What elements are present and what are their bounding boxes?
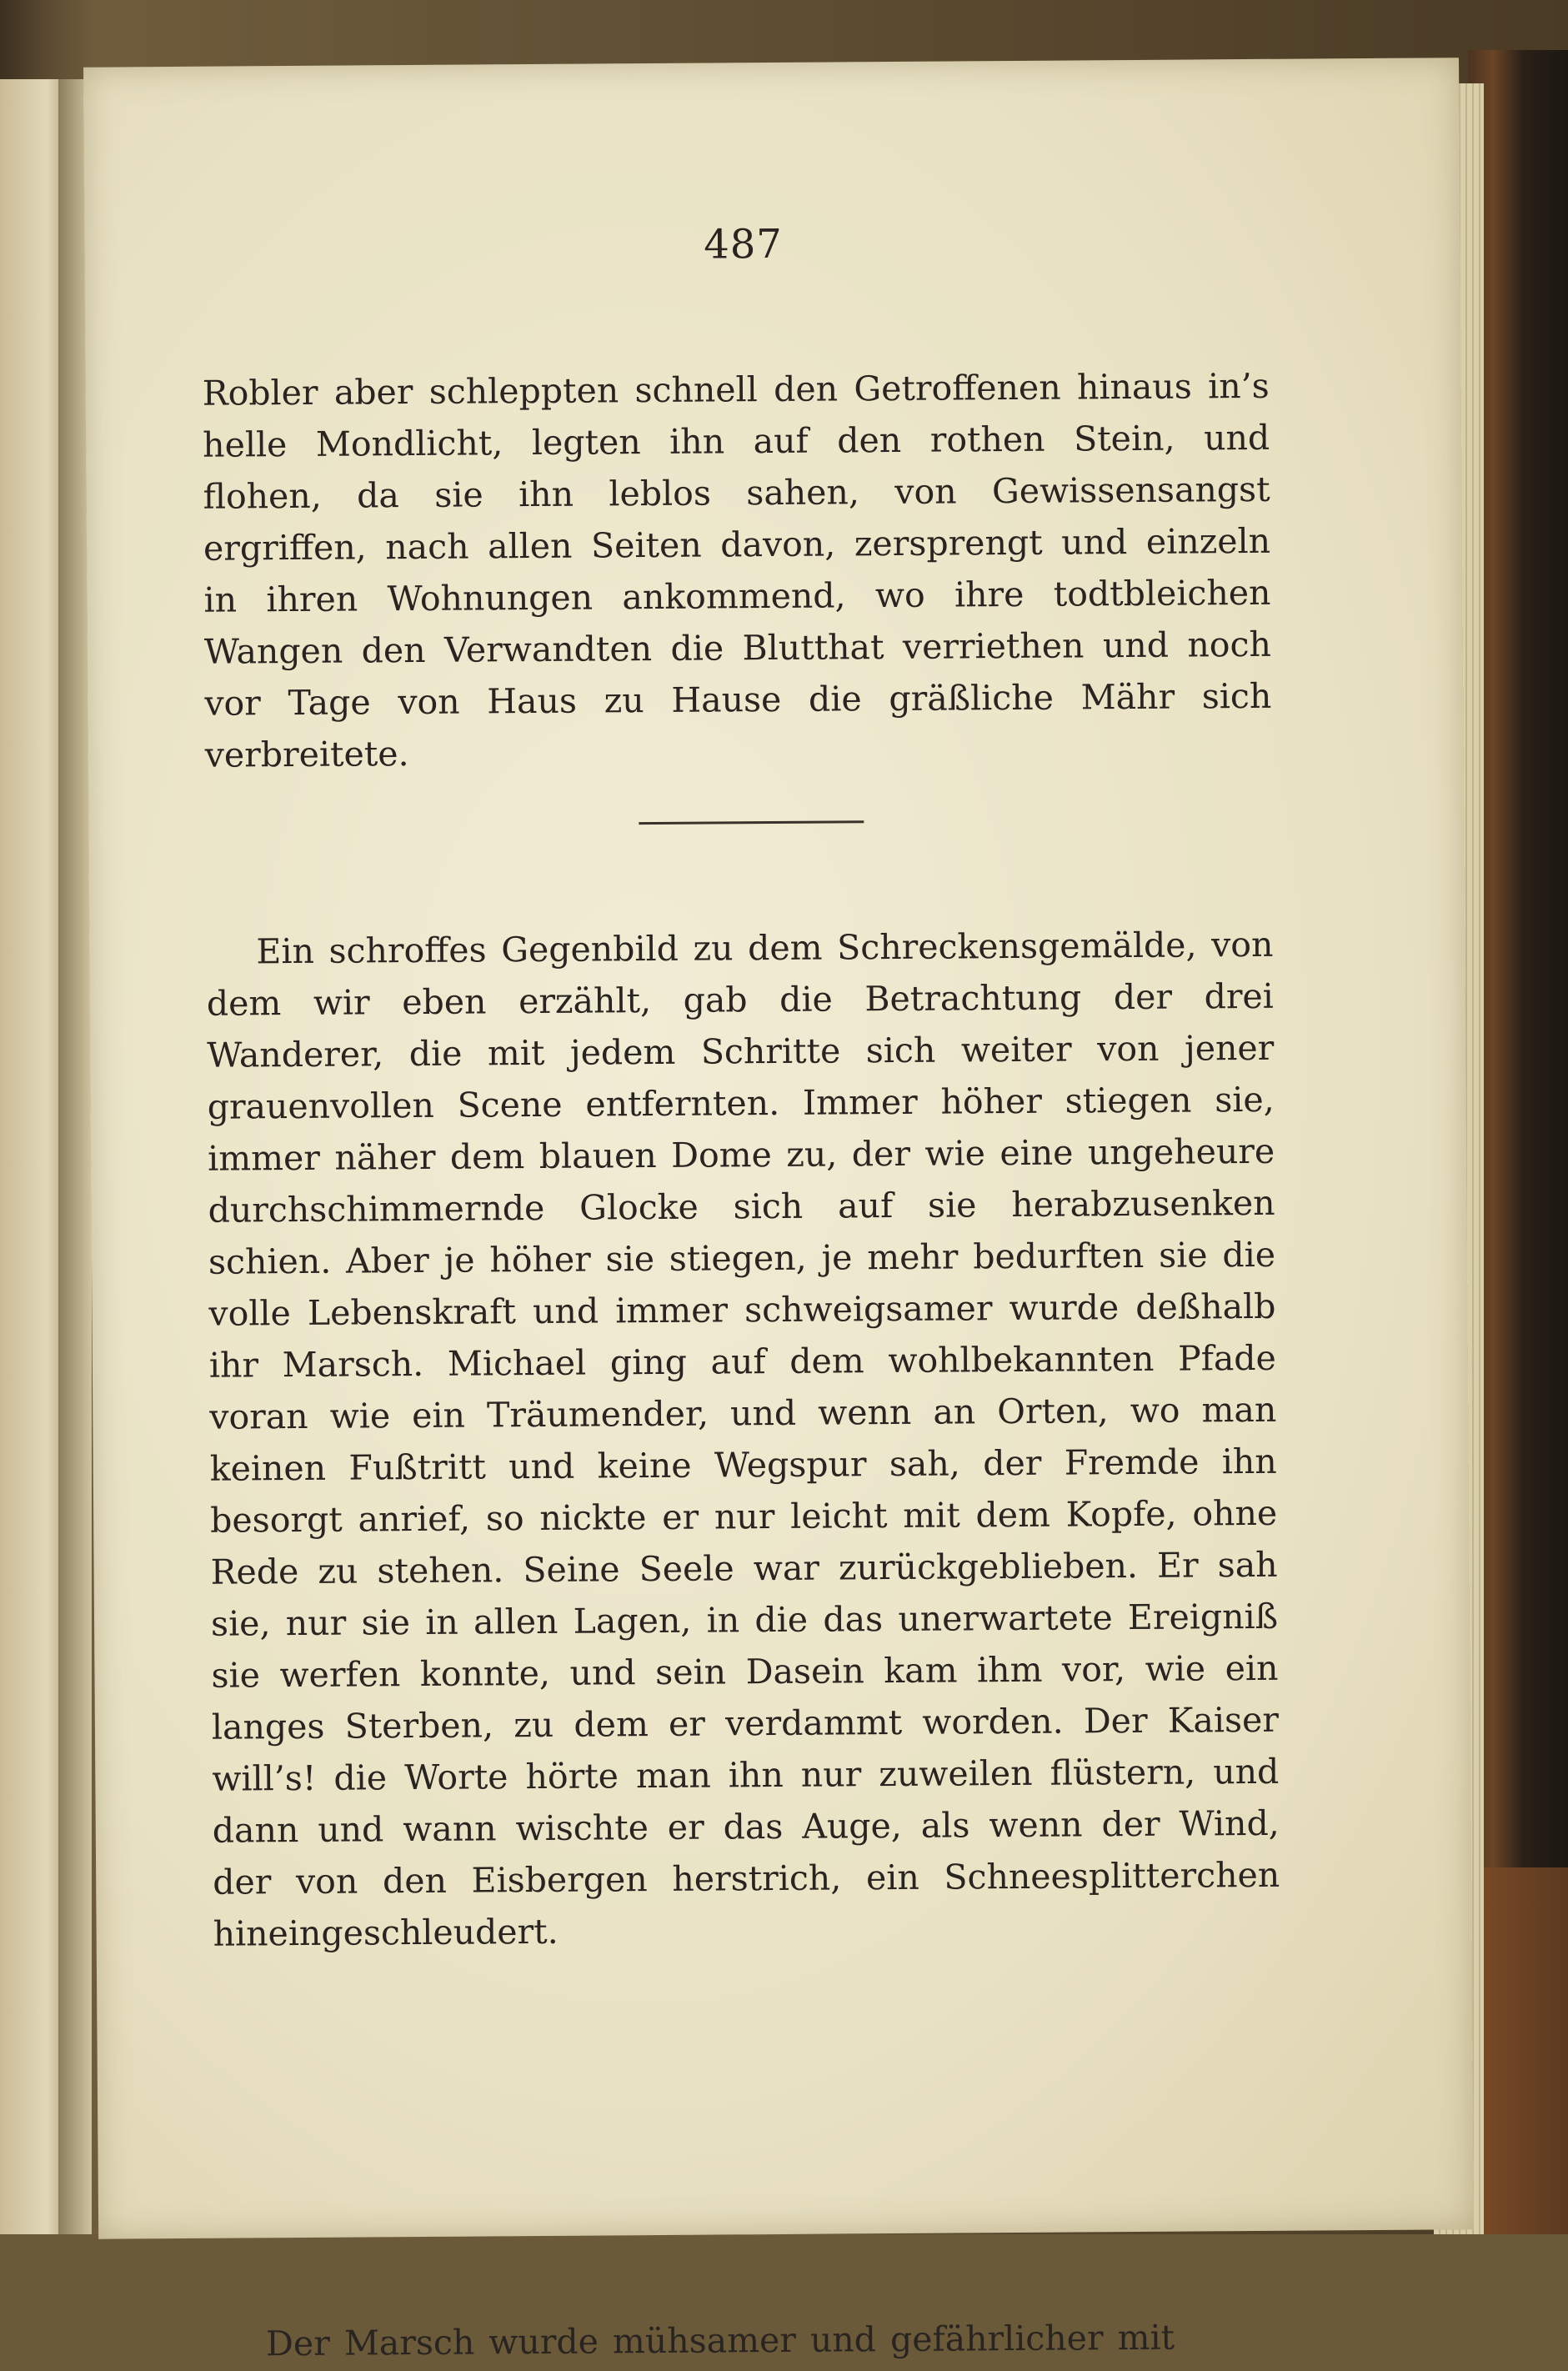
page-number: 487 [704, 220, 784, 268]
section-divider [639, 820, 864, 825]
left-page-edge [0, 79, 67, 2234]
paragraph-1: Robler aber schleppten schnell den Getroffenen hinaus in’s helle Mondlicht, legten ihn auf den rothen Stein, und flohen, da sie ihn leblos sahen, von Gewissensangst ergriffen, nach allen Seiten davon, zersprengt und einzeln in ihren Wohnungen ankommend, wo ihre todtbleichen Wangen den Verwandten die Blutthat verriethen und noch vor Tage von Haus zu Hause die gräßliche Mähr sich verbreitete. [202, 365, 1272, 775]
book-page [83, 58, 1474, 2364]
paragraph-3: Der Marsch wurde mühsamer und gefährlicher mit [265, 2317, 1175, 2364]
book-cover-corner [1476, 1867, 1568, 2234]
paragraph-2: Ein schroffes Gegenbild zu dem Schreckensgemälde, von dem wir eben erzählt, gab die Betrachtung der drei Wanderer, die mit jedem Schritte sich weiter von jener grauenvollen Scene entfernten. Immer höher stiegen sie, immer näher dem blauen Dome zu, der wie eine ungeheure durchschimmernde Glocke sich auf sie herabzusenken schien. Aber je höher sie stiegen, je mehr bedurften sie die volle Lebenskraft und immer schweigsamer wurde deßhalb ihr Marsch. Michael ging auf dem wohlbekannten Pfade voran wie ein Träumender, und wenn an Orten, wo man keinen Fußtritt und keine Wegspur sah, der Fremde ihn besorgt anrief, so nickte er nur leicht mit dem Kopfe, ohne Rede zu stehen. Seine Seele war zurückgeblieben. Er sah sie, nur sie in allen Lagen, in die das unerwartete Ereigniß sie werfen konnte, und sein Dasein kam ihm vor, wie ein langes Sterben, zu dem er verdammt worden. Der Kaiser will’s! die Worte hörte man ihn nur zuweilen flüstern, und dann und wann wischte er das Auge, als wenn der Wind, der von den Eisbergen herstrich, ein Schneesplitterchen hineingeschleudert. [206, 924, 1280, 1954]
page-content [201, 218, 1280, 2364]
